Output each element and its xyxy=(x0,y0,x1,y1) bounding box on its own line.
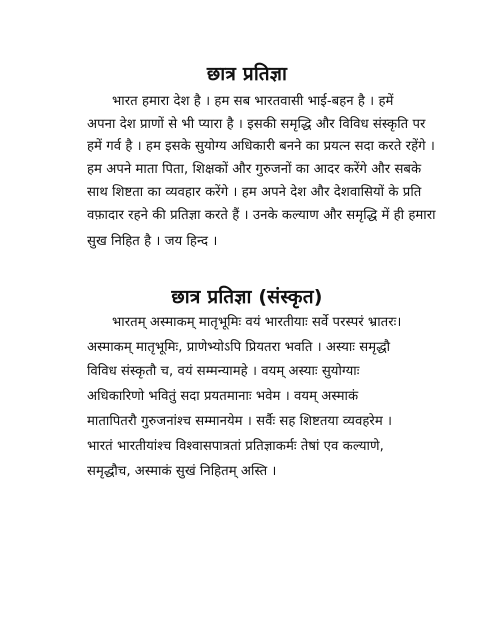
hindi-line-3: हमें गर्व है । हम इसके सुयोग्य अधिकारी बनने का प्रयत्न सदा करते रहेंगे । xyxy=(87,139,435,154)
sanskrit-line-1: भारतम् अस्माकम् मातृभूमिः वयं भारतीयाः सर्वे परस्परं भ्रातरः। xyxy=(112,315,402,330)
sanskrit-line-6: भारतं भारतीयांश्च विश्वासपात्रतां प्रतिज्ञाकर्मः तेषां एव कल्याणे, xyxy=(87,439,384,454)
hindi-line-4: हम अपने माता पिता, शिक्षकों और गुरुजनों का आदर करेंगे और सबके xyxy=(87,162,422,177)
sanskrit-line-7: समृद्धौच, अस्माकं सुखं निहितम् अस्ति । xyxy=(87,464,277,479)
sanskrit-line-3: विविध संस्कृतौ च, वयं सम्मन्यामहे । वयम् अस्याः सुयोग्याः xyxy=(87,364,360,379)
hindi-line-5: साथ शिष्टता का व्यवहार करेंगे । हम अपने देश और देशवासियों के प्रति xyxy=(87,185,422,200)
sanskrit-pledge-title: छात्र प्रतिज्ञा (संस्कृत) xyxy=(171,286,323,308)
hindi-line-6: वफ़ादार रहने की प्रतिज्ञा करते हैं । उनके कल्याण और समृद्धि में ही हमारा xyxy=(87,208,436,223)
hindi-line-2: अपना देश प्राणों से भी प्यारा है । इसकी समृद्धि और विविध संस्कृति पर xyxy=(87,117,426,132)
sanskrit-line-2: अस्माकम् मातृभूमिः, प्राणेभ्योऽपि प्रियतरा भवति । अस्याः समृद्धौ xyxy=(87,340,391,355)
hindi-pledge-title: छात्र प्रतिज्ञा xyxy=(206,63,288,85)
hindi-line-1: भारत हमारा देश है । हम सब भारतवासी भाई-बहन है । हमें xyxy=(112,94,394,109)
hindi-line-7: सुख निहित है । जय हिन्द । xyxy=(87,234,218,249)
sanskrit-line-4: अधिकारिणो भवितुं सदा प्रयतमानाः भवेम । वयम् अस्माकं xyxy=(87,389,359,404)
sanskrit-line-5: मातापितरौ गुरुजनांश्च सम्मानयेम । सर्वैः सह शिष्टतया व्यवहरेम । xyxy=(87,414,393,429)
